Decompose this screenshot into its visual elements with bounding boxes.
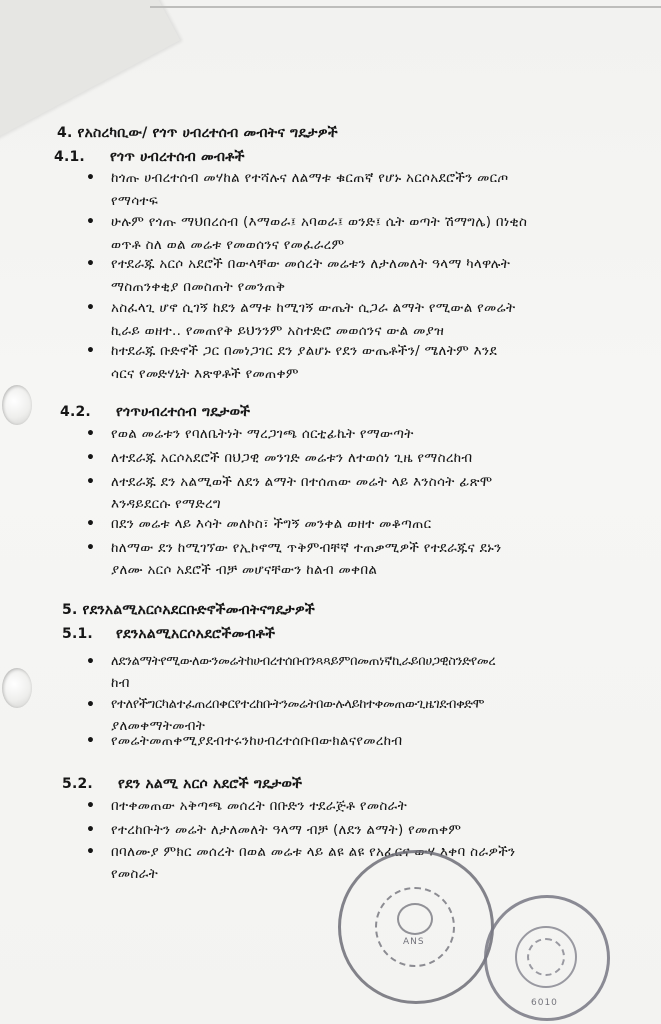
list-item-line: የመስራት [111, 866, 159, 882]
section-title: የጎጥ ሀብረተሰብ መብቶች [110, 149, 245, 165]
list-item-line: ከተደራጁ ቡድኖች ጋር በመነጋገር ደን ያልሆኑ የደን ውጤቶችን/ ሜለትም እንደ [111, 343, 498, 359]
section-number: 4.2. [60, 404, 91, 420]
list-item-line: በባለሙያ ምክር መሰረት በወል መሬቱ ላይ ልዩ ልዩ የአፈርና ውሃ እቀባ ስራዎችን [111, 844, 516, 860]
section-4-heading: 4. የአስረካቢው/ የጎጥ ሀብረተሰብ መብትና ግዴታዎች [57, 125, 338, 141]
list-item-line: ያለመቀማትመብት [111, 718, 206, 734]
bullet-dot: • [86, 733, 95, 749]
list-item-line: ወጥቶ ስለ ወል መሬቱ የመወሰንና የመፈራረም [111, 237, 345, 253]
bullet-dot: • [86, 426, 95, 442]
list-item-line: እንዳይደርሱ የማድረግ [111, 496, 221, 512]
section-5-1-heading [62, 626, 275, 642]
list-item-line: በተቀመጠው አቅጣጫ መሰረት በቡድን ተደራጅቶ የመስራት [111, 798, 407, 814]
list-item-line: ኪራይ ወዘተ.. የመጠየቅ ይህንንም አስተድሮ መወሰንና ውል መያዝ [111, 323, 445, 339]
list-item-line: ማስጠንቀቂያ በመስጠት የመንጠቅ [111, 279, 286, 295]
bullet-dot: • [86, 256, 95, 272]
list-item-line: የማሳተፍ [111, 193, 159, 209]
bullet-dot: • [86, 798, 95, 814]
section-number: 5.1. [62, 626, 93, 642]
bullet-dot: • [86, 300, 95, 316]
section-4-2-heading [60, 404, 250, 420]
list-item-line: በደን መሬቱ ላይ እሳት መለኮስ፣ ችግኝ መንቀል ወዘተ መቆጣጠር [111, 516, 432, 532]
folded-corner [0, 0, 180, 143]
bullet-dot: • [86, 214, 95, 230]
list-item-line: ሳርና የመድሃኒት እጽዋቶች የመጠቀም [111, 366, 299, 382]
list-item-line: ከጎጡ ሀብረተሰብ መሃከል የተሻሉና ለልማቱ ቁርጠኛ የሆኑ አርሶአደሮችን መርጦ [111, 170, 509, 186]
section-title: የደንአልሚአርሶአደሮችመብቶች [116, 626, 276, 642]
stamp-emblem-icon [527, 938, 565, 976]
section-number: 4.1. [54, 149, 85, 165]
bullet-dot: • [86, 516, 95, 532]
list-item-line: የተለየችግርካልተፈጠረበቀርየተረከቡትንመሬትበውሉላይከተቀመጠውጊዜገደብቀድሞ [111, 697, 485, 712]
bullet-dot: • [86, 343, 95, 359]
list-item-line: ከብ [111, 675, 130, 691]
list-item-line: ለደንልማትየሚውለውንመሬትከሀብረተሰቡበንጻጻይምበመጠነኛኪራይበሀጋዊስንድየመረ [111, 654, 496, 669]
bullet-dot: • [86, 697, 95, 713]
bullet-dot: • [86, 450, 95, 466]
official-stamp-icon [484, 895, 610, 1021]
section-5-heading: 5. የደንአልሚአርሶአደርቡድኖችመብትናግዴታዎች [62, 602, 315, 618]
page-edge [150, 6, 661, 8]
punch-hole-icon [2, 668, 32, 708]
bullet-dot: • [86, 844, 95, 860]
list-item-line: ያለሙ አርሶ አደሮች ብቻ መሆናቸውን ከልብ መቀበል [111, 562, 378, 578]
list-item-line: የተደራጁ አርሶ አደሮች በውላቸው መሰረት መሬቱን ለታለመለት ዓላማ ካላዋሉት [111, 256, 511, 272]
official-stamp-icon [338, 850, 494, 1004]
stamp-text: 6010 [531, 998, 558, 1008]
section-number: 5.2. [62, 776, 93, 792]
stamp-text: ANS [403, 937, 425, 947]
bullet-dot: • [86, 474, 95, 490]
list-item-line: የወል መሬቱን የባለቤትነት ማረጋገጫ ሰርቲፊኬት የማውጣት [111, 426, 414, 442]
bullet-dot: • [86, 540, 95, 556]
list-item-line: አስፈላጊ ሆኖ ሲገኝ ከደን ልማቱ ከሚገኝ ውጤት ሲጋራ ልማት የሚውል የመሬት [111, 300, 516, 316]
section-title: የደን አልሚ አርሶ አደሮች ግዴታወች [118, 776, 303, 792]
list-item-line: ሁሉም የጎጡ ማህበረሰብ (እማወራ፤ አባወራ፤ ወንድ፤ ሴት ወጣት ሽማግሌ) በነቂስ [111, 214, 528, 230]
bullet-dot: • [86, 654, 95, 670]
list-item-line: ከለማው ደን ከሚገኘው የኢኮኖሚ ጥቅምብቸኛ ተጠቃሚዎች የተደራጁና ደኑን [111, 540, 502, 556]
list-item-line: ለተደራጁ ደን አልሚወች ለደን ልማት በተሰጠው መሬት ላይ እንስሳት ፊጽሞ [111, 474, 493, 490]
section-5-2-heading [62, 776, 302, 792]
punch-hole-icon [2, 385, 32, 425]
bullet-dot: • [86, 822, 95, 838]
list-item-line: ለተደራጁ አርሶአደሮች በህጋዊ መንገድ መሬቱን ለተወሰነ ጊዜ የማስረከብ [111, 450, 473, 466]
list-item-line: የተረከቡትን መሬት ለታለመለት ዓላማ ብቻ (ለደን ልማት) የመጠቀም [111, 822, 462, 838]
bullet-dot: • [86, 170, 95, 186]
section-4-1-heading [54, 149, 245, 165]
list-item-line: የመሬትመጠቀሚያደብተሩንከሀብረተሰቡበውክልናየመረከብ [111, 733, 403, 749]
section-title: የጎጥሀብረተሰብ ግዴታወች [116, 404, 251, 420]
stamp-emblem-icon [397, 903, 433, 935]
